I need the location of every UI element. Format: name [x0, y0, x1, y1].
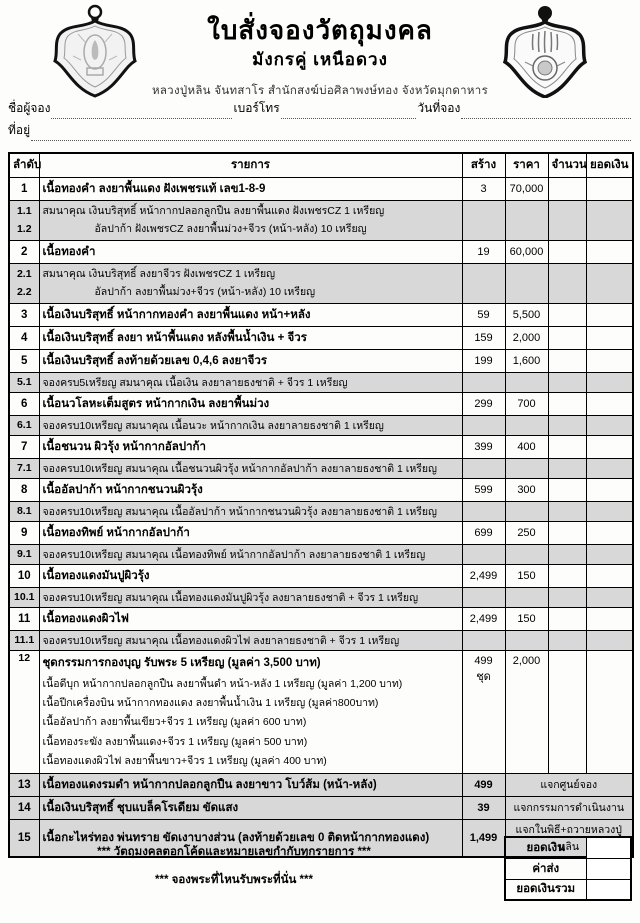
made-cell [462, 587, 505, 607]
amount-cell[interactable] [586, 415, 633, 435]
made-cell: 2,499 [462, 564, 505, 587]
amount-cell[interactable] [586, 200, 633, 240]
made-cell: 699 [462, 521, 505, 544]
row-item: เนื้อเงินบริสุทธิ์ ลงท้ายด้วยเลข 0,4,6 ลงยาจีวร [39, 349, 462, 372]
row-item: เนื้ออัลปาก้า หน้ากากชนวนผิวรุ้ง [39, 478, 462, 501]
order-table-body [9, 177, 633, 857]
price-cell: 250 [505, 521, 548, 544]
row-item-line: อัลปาก้า ฝังเพชรCZ ลงยาพื้นม่วง+จีวร (หน้า-หลัง) 10 เหรียญ [94, 223, 367, 235]
set-sub-line: เนื้อทองแดงผิวไฟ ลงยาพื้นขาว+จีวร 1 เหรียญ (มูลค่า 400 บาท) [42, 755, 327, 768]
price-cell [505, 263, 548, 303]
price-cell: 1,600 [505, 349, 548, 372]
qty-cell[interactable] [548, 372, 586, 392]
row-item-line: อัลปาก้า ลงยาพื้นม่วง+จีวร (หน้า-หลัง) 10 เหรียญ [94, 286, 316, 298]
table-row-item [9, 240, 633, 263]
row-item [39, 200, 462, 240]
set-sub-line: เนื้อดีบุก หน้ากากปลอกลูกปืน ลงยาพื้นดำ หน้า-หลัง 1 เหรียญ (มูลค่า 1,200 บาท) [42, 677, 403, 690]
row-item: เนื้อทองคำ [39, 240, 462, 263]
column-header-4: จำนวน [548, 153, 586, 177]
made-cell [462, 544, 505, 564]
summary-row-total [505, 837, 631, 858]
qty-cell[interactable] [548, 564, 586, 587]
table-row-giveaway [9, 773, 633, 796]
header-row [9, 153, 633, 177]
amount-cell[interactable] [586, 326, 633, 349]
made-cell: 399 [462, 435, 505, 458]
amulet-front-image [44, 4, 146, 98]
qty-cell[interactable] [548, 200, 586, 240]
price-cell: 2,000 [505, 650, 548, 773]
row-item: จองครบ10เหรียญ สมนาคุณ เนื้ออัลปาก้า หน้ากากชนวนผิวรุ้ง ลงยาลายธงชาติ 1 เหรียญ [39, 501, 462, 521]
price-cell: 60,000 [505, 240, 548, 263]
price-cell [505, 630, 548, 650]
table-row-giveaway [9, 796, 633, 819]
amulet-back-image [494, 4, 596, 98]
table-row-item [9, 521, 633, 544]
row-item: เนื้อทองแดงผิวไฟ [39, 607, 462, 630]
row-number-line: 2.1 [16, 267, 32, 280]
column-header-2: สร้าง [462, 153, 505, 177]
qty-cell[interactable] [548, 521, 586, 544]
amount-cell[interactable] [586, 501, 633, 521]
row-number: 15 [9, 819, 39, 857]
row-number-line: 2.2 [16, 286, 32, 298]
row-number: 6.1 [9, 415, 39, 435]
price-cell: 2,000 [505, 326, 548, 349]
price-cell [505, 587, 548, 607]
qty-cell[interactable] [548, 263, 586, 303]
address-input-line[interactable] [31, 126, 631, 141]
made-cell: 3 [462, 177, 505, 200]
made-cell [462, 263, 505, 303]
qty-cell[interactable] [548, 630, 586, 650]
price-cell: 700 [505, 392, 548, 415]
giveaway-note: แจกกรรมการดำเนินงาน [505, 796, 633, 819]
amount-cell[interactable] [586, 478, 633, 501]
price-cell: 150 [505, 564, 548, 587]
row-item: เนื้อเงินบริสุทธิ์ หน้ากากทองคำ ลงยาพื้นแดง หน้า+หลัง [39, 303, 462, 326]
table-row-item [9, 326, 633, 349]
price-cell [505, 501, 548, 521]
made-cell: 159 [462, 326, 505, 349]
form-header [140, 16, 500, 100]
date-label: วันที่จอง [417, 101, 461, 115]
row-number: 4 [9, 326, 39, 349]
row-item: เนื้อชนวน ผิวรุ้ง หน้ากากอัลปาก้า [39, 435, 462, 458]
price-cell: 300 [505, 478, 548, 501]
set-sub-line: เนื้อปีกเครื่องบิน หน้ากากทองแดง ลงยาพื้นน้ำเงิน 1 เหรียญ (มูลค่า800บาท) [42, 696, 379, 709]
table-row-bonus [9, 372, 633, 392]
amount-cell[interactable] [586, 435, 633, 458]
made-cell: 19 [462, 240, 505, 263]
date-input-line[interactable] [461, 104, 631, 119]
table-row-bonus [9, 501, 633, 521]
price-cell: 400 [505, 435, 548, 458]
table-row-item [9, 177, 633, 200]
made-cell [462, 372, 505, 392]
price-cell [505, 544, 548, 564]
set-sub-line: เนื้ออัลปาก้า ลงยาพื้นเขียว+จีวร 1 เหรียญ (มูลค่า 600 บาท) [42, 716, 307, 729]
made-cell [462, 630, 505, 650]
made-cell: 499 [462, 773, 505, 796]
row-item: จองครบ10เหรียญ สมนาคุณ เนื้อทองทิพย์ หน้ากากอัลปาก้า ลงยาลายธงชาติ 1 เหรียญ [39, 544, 462, 564]
total-amount-cell[interactable] [586, 837, 631, 858]
column-header-5: ยอดเงิน [586, 153, 633, 177]
made-cell: 59 [462, 303, 505, 326]
qty-cell[interactable] [548, 435, 586, 458]
row-item: จองครบ10เหรียญ สมนาคุณ เนื้อทองแดงผิวไฟ ลงยาลายธงชาติ + จีวร 1 เหรียญ [39, 630, 462, 650]
column-header-3: ราคา [505, 153, 548, 177]
table-row-item [9, 564, 633, 587]
name-label: ชื่อผู้จอง [8, 101, 51, 115]
qty-cell[interactable] [548, 544, 586, 564]
price-cell: 70,000 [505, 177, 548, 200]
price-cell [505, 415, 548, 435]
temple-line: หลวงปู่หลิน จันทสาโร สำนักสงฆ์บ่อศิลาพงษ์ทอง จังหวัดมุกดาหาร [151, 85, 489, 97]
qty-cell[interactable] [548, 587, 586, 607]
row-number: 5 [9, 349, 39, 372]
made-cell: 299 [462, 392, 505, 415]
amount-cell[interactable] [586, 372, 633, 392]
table-row-bonus [9, 415, 633, 435]
summary-row-shipping [505, 858, 631, 879]
table-row-item [9, 349, 633, 372]
row-number: 3 [9, 303, 39, 326]
row-item: เนื้อกะไหร่ทอง พ่นทราย ขัดเงาบางส่วน (ลงท้ายด้วยเลข 0 ติดหน้ากากทองแดง) [39, 819, 462, 857]
shipping-fee-label: ค่าส่ง [505, 858, 586, 879]
row-item: เนื้อทองทิพย์ หน้ากากอัลปาก้า [39, 521, 462, 544]
row-item: จองครบ10เหรียญ สมนาคุณ เนื้อทองแดงมันปูผิวรุ้ง ลงยาลายธงชาติ + จีวร 1 เหรียญ [39, 587, 462, 607]
qty-cell[interactable] [548, 478, 586, 501]
table-row-bonus-pair [9, 263, 633, 303]
amount-cell[interactable] [586, 303, 633, 326]
set-main-line: ชุดกรรมการกองบุญ รับพระ 5 เหรียญ (มูลค่า 3,500 บาท) [42, 656, 321, 669]
made-cell: 599 [462, 478, 505, 501]
qty-cell[interactable] [548, 650, 586, 773]
qty-cell[interactable] [548, 326, 586, 349]
made-cell [462, 200, 505, 240]
qty-cell[interactable] [548, 392, 586, 415]
row-number: 10.1 [9, 587, 39, 607]
column-header-1: รายการ [39, 153, 462, 177]
amount-cell[interactable] [586, 458, 633, 478]
made-cell [462, 501, 505, 521]
table-row-bonus [9, 458, 633, 478]
made-cell: 2,499 [462, 607, 505, 630]
row-item: จองครบ10เหรียญ สมนาคุณ เนื้อนวะ หน้ากากเงิน ลงยาลายธงชาติ 1 เหรียญ [39, 415, 462, 435]
booking-info-section [8, 97, 632, 141]
order-table-header [9, 153, 633, 177]
row-item: เนื้อเงินบริสุทธิ์ ชุบแบล็คโรเดียม ขัดแสง [39, 796, 462, 819]
price-cell: 5,500 [505, 303, 548, 326]
note-code-stamp: *** วัตถุมงคลตอกโค้ดและหมายเลขกำกับทุกรายการ *** [97, 846, 371, 858]
amount-cell[interactable] [586, 544, 633, 564]
table-row-item [9, 478, 633, 501]
qty-cell[interactable] [548, 501, 586, 521]
row-number-line: 1.1 [16, 204, 32, 217]
made-cell: 39 [462, 796, 505, 819]
row-number: 7 [9, 435, 39, 458]
amount-cell[interactable] [586, 263, 633, 303]
row-number: 1 [9, 177, 39, 200]
row-number: 12 [9, 650, 39, 773]
amount-cell[interactable] [586, 564, 633, 587]
made-cell [462, 415, 505, 435]
table-row-item [9, 303, 633, 326]
row-number: 11.1 [9, 630, 39, 650]
footer-notes [8, 843, 460, 889]
qty-cell[interactable] [548, 415, 586, 435]
price-cell [505, 372, 548, 392]
column-header-0: ลำดับ [9, 153, 39, 177]
row-item-line: สมนาคุณ เงินบริสุทธิ์ หน้ากากปลอกลูกปืน ลงยาพื้นแดง ฝังเพชรCZ 1 เหรียญ [42, 204, 385, 217]
qty-cell[interactable] [548, 607, 586, 630]
row-item: เนื้อทองคำ ลงยาพื้นแดง ฝังเพชรแท้ เลข1-8-9 [39, 177, 462, 200]
row-number: 13 [9, 773, 39, 796]
price-cell: 150 [505, 607, 548, 630]
grand-total-label: ยอดเงินรวม [505, 879, 586, 900]
table-row-item [9, 392, 633, 415]
qty-cell[interactable] [548, 458, 586, 478]
amount-cell[interactable] [586, 521, 633, 544]
row-number: 14 [9, 796, 39, 819]
row-number: 8.1 [9, 501, 39, 521]
series-subtitle: มังกรคู่ เหนือดวง [252, 50, 388, 69]
amount-cell[interactable] [586, 587, 633, 607]
row-number: 2 [9, 240, 39, 263]
amount-cell[interactable] [586, 392, 633, 415]
row-number: 7.1 [9, 458, 39, 478]
amount-cell[interactable] [586, 349, 633, 372]
table-row-item [9, 607, 633, 630]
amount-cell[interactable] [586, 650, 633, 773]
amount-cell[interactable] [586, 607, 633, 630]
row-number: 9 [9, 521, 39, 544]
summary-row-grand-total [505, 879, 631, 900]
set-sub-line: เนื้อทองระฆัง ลงยาพื้นแดง+จีวร 1 เหรียญ (มูลค่า 500 บาท) [42, 735, 308, 748]
row-number [9, 263, 39, 303]
note-pickup: *** จองพระที่ไหนรับพระที่นั่น *** [155, 874, 313, 886]
row-item: เนื้อทองแดงรมดำ หน้ากากปลอกลูกปืน ลงยาขาว โบว์ส้ม (หน้า-หลัง) [39, 773, 462, 796]
row-number-line: 1.2 [16, 223, 32, 235]
table-row-bonus [9, 587, 633, 607]
amount-cell[interactable] [586, 630, 633, 650]
made-cell: 499 ชุด [462, 650, 505, 773]
amount-cell[interactable] [586, 177, 633, 200]
giveaway-note: แจกศูนย์จอง [505, 773, 633, 796]
name-input-line[interactable] [51, 104, 232, 119]
row-number: 8 [9, 478, 39, 501]
phone-input-line[interactable] [281, 104, 417, 119]
qty-cell[interactable] [548, 349, 586, 372]
row-item: เนื้อนวโลหะเต็มสูตร หน้ากากเงิน ลงยาพื้นม่วง [39, 392, 462, 415]
row-item: เนื้อเงินบริสุทธิ์ ลงยา หน้าพื้นแดง หลังพื้นน้ำเงิน + จีวร [39, 326, 462, 349]
made-cell: 1,499 [462, 819, 505, 857]
price-cell [505, 458, 548, 478]
row-item-line: สมนาคุณ เงินบริสุทธิ์ ลงยาจีวร ฝังเพชรCZ 1 เหรียญ [42, 267, 276, 280]
table-row-bonus-pair [9, 200, 633, 240]
row-number: 10 [9, 564, 39, 587]
phone-label: เบอร์โทร [233, 101, 280, 115]
row-number [9, 200, 39, 240]
row-item: จองครบ10เหรียญ สมนาคุณ เนื้อชนวนผิวรุ้ง หน้ากากอัลปาก้า ลงยาลายธงชาติ 1 เหรียญ [39, 458, 462, 478]
qty-cell[interactable] [548, 240, 586, 263]
table-row-bonus [9, 544, 633, 564]
shipping-fee-cell[interactable] [586, 858, 631, 879]
row-number: 11 [9, 607, 39, 630]
row-item: เนื้อทองแดงมันปูผิวรุ้ง [39, 564, 462, 587]
giveaway-note: แจกในพิธี+ถวายหลวงปู่หลิน [505, 819, 633, 857]
address-label: ที่อยู่ [8, 123, 31, 137]
price-cell [505, 200, 548, 240]
total-amount-label: ยอดเงิน [505, 837, 586, 858]
amount-cell[interactable] [586, 240, 633, 263]
page-title: ใบสั่งจองวัตถุมงคล [207, 15, 433, 45]
row-item [39, 263, 462, 303]
order-table [8, 152, 634, 858]
row-number: 9.1 [9, 544, 39, 564]
grand-total-cell[interactable] [586, 879, 631, 900]
summary-table [504, 836, 632, 901]
made-cell: 199 [462, 349, 505, 372]
table-row-bonus [9, 630, 633, 650]
table-row-item [9, 435, 633, 458]
qty-cell[interactable] [548, 303, 586, 326]
row-item: จองครบ5เหรียญ สมนาคุณ เนื้อเงิน ลงยาลายธงชาติ + จีวร 1 เหรียญ [39, 372, 462, 392]
qty-cell[interactable] [548, 177, 586, 200]
row-item [39, 650, 462, 773]
table-row-set [9, 650, 633, 773]
row-number: 6 [9, 392, 39, 415]
row-number: 5.1 [9, 372, 39, 392]
made-cell [462, 458, 505, 478]
